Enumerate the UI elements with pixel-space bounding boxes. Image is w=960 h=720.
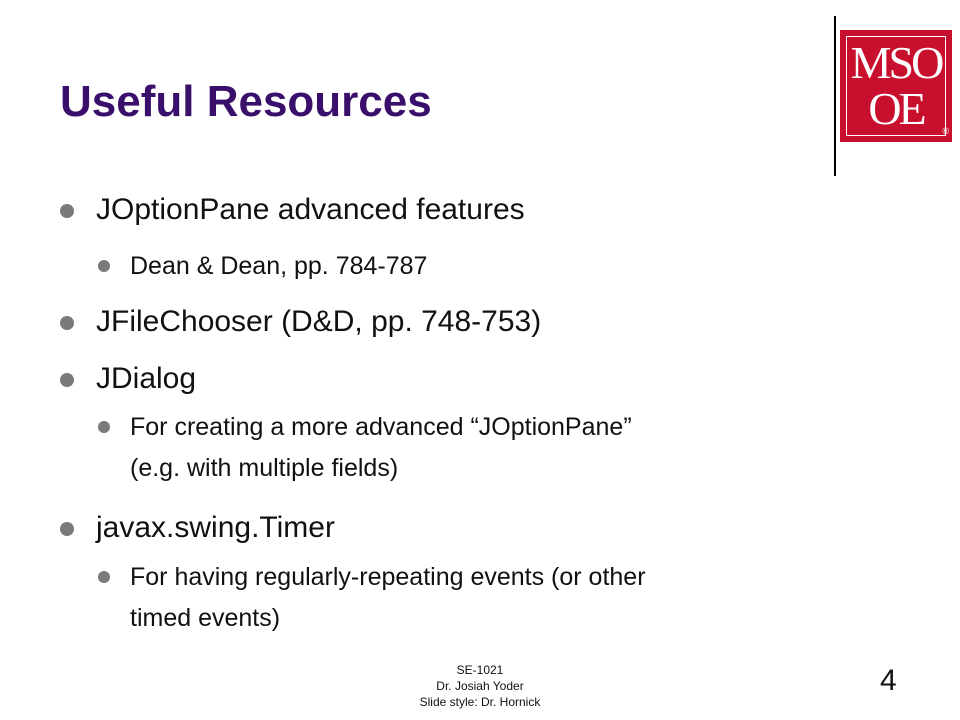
bullet-text: JFileChooser (D&D, pp. 748-753) <box>96 305 542 338</box>
sub-bullet-text-line-1: For having regularly-repeating events (or other <box>130 563 646 591</box>
sub-bullet-dot-icon <box>98 260 110 272</box>
footer-style-credit: Slide style: Dr. Hornick <box>419 695 541 709</box>
sub-bullet-text-line-2: (e.g. with multiple fields) <box>130 454 399 482</box>
footer-author: Dr. Josiah Yoder <box>436 679 524 693</box>
slide-footer <box>380 662 580 710</box>
sub-bullet-text-line-2: timed events) <box>130 604 281 632</box>
sub-bullet-dot-icon <box>98 421 110 433</box>
logo-line-2: OE <box>868 83 924 134</box>
sub-bullet-text: Dean & Dean, pp. 784-787 <box>130 252 428 280</box>
bullet-dot-icon <box>60 204 74 218</box>
bullet-dot-icon <box>60 316 74 330</box>
logo-registered-mark: ® <box>942 126 949 136</box>
bullet-text: JDialog <box>96 362 197 395</box>
sub-bullet-text-line-1: For creating a more advanced “JOptionPane” <box>130 413 632 441</box>
bullet-dot-icon <box>60 373 74 387</box>
bullet-text: javax.swing.Timer <box>96 511 335 544</box>
page-number: 4 <box>880 664 897 697</box>
logo-line-1: MSO <box>850 37 942 88</box>
sub-bullet-dot-icon <box>98 571 110 583</box>
footer-course: SE-1021 <box>456 663 504 677</box>
slide-title: Useful Resources <box>60 77 432 126</box>
bullet-dot-icon <box>60 522 74 536</box>
bullet-text: JOptionPane advanced features <box>96 193 525 226</box>
